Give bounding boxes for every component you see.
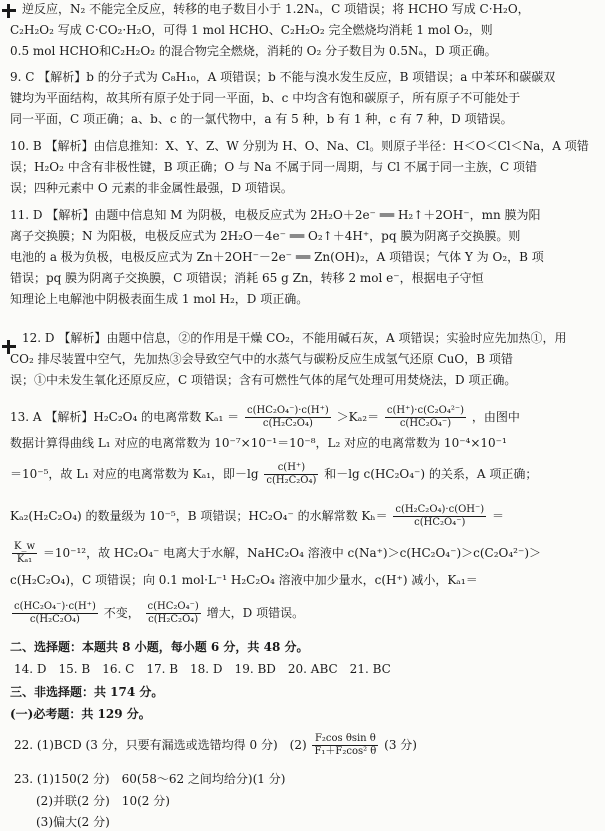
q23-sub-line: (3)偏大(2 分) xyxy=(36,815,110,829)
text-line xyxy=(10,459,598,489)
text-line: 知理论上电解池中阴极表面生成 1 mol H₂，D 项正确。 xyxy=(10,292,309,306)
text-line: 误；H₂O₂ 中含有非极性键，B 项正确；O 与 Na 不属于同一周期，与 Cl 不属于同一主族，C 项错 xyxy=(10,160,537,174)
fraction-denominator: Kₐ₁ xyxy=(16,554,33,565)
section-heading: 三、非选择题：共 174 分。 xyxy=(10,685,164,699)
fraction-denominator: c(H₂C₂O₄) xyxy=(148,614,199,625)
text-line xyxy=(10,501,598,531)
text-segment: Kₐ₂(H₂C₂O₄) 的数量级为 10⁻⁵，B 项错误；HC₂O₄⁻ 的水解常数 Kₕ＝ xyxy=(10,509,388,523)
fraction xyxy=(12,601,98,626)
fraction xyxy=(264,462,318,487)
text-line: 误；①中未发生氧化还原反应，C 项错误；含有可燃性气体的尾气处理可用焚烧法，D 项正确。 xyxy=(10,373,517,387)
fraction xyxy=(146,601,201,626)
text-line: c(H₂C₂O₄)，C 项错误；向 0.1 mol·L⁻¹ H₂C₂O₄ 溶液中加少量水，c(H⁺) 减小，Kₐ₁＝ xyxy=(10,573,478,587)
fraction-denominator: c(H₂C₂O₄) xyxy=(29,614,80,625)
q23-line: 23. (1)150(2 分) 60(58～62 之间均给分)(1 分) xyxy=(14,772,286,786)
fraction xyxy=(245,405,331,430)
fraction-numerator: K_w xyxy=(14,541,36,552)
text-line: CO₂ 排尽装置中空气，先加热③会导致空气中的水蒸气与碳粉反应生成氢气还原 CuO，B 项错 xyxy=(10,352,513,366)
fraction-numerator: c(H⁺) xyxy=(264,462,318,475)
fraction-numerator: c(H₂C₂O₄)·c(OH⁻) xyxy=(395,504,485,515)
text-segment: ＝ xyxy=(492,509,505,523)
q9-line: 9. C 【解析】b 的分子式为 C₈H₁₀，A 项错误；b 不能与溴水发生反应，B 项错误；a 中苯环和碳碳双 xyxy=(10,70,556,84)
text-segment: 不变， xyxy=(103,606,140,620)
fraction xyxy=(385,405,466,430)
fraction xyxy=(312,733,378,758)
text-segment: 增大，D 项错误。 xyxy=(206,606,305,620)
text-line: C₂H₂O₂ 写成 C·CO₂·H₂O，可得 1 mol HCHO、C₂H₂O₂ 完全燃烧均消耗 1 mol O₂，则 xyxy=(10,23,493,37)
section-heading: 二、选择题：本题共 8 小题，每小题 6 分，共 48 分。 xyxy=(10,640,309,654)
fraction-denominator: c(HC₂O₄⁻) xyxy=(414,517,466,528)
text-line: 离子交换膜；N 为阳极，电极反应式为 2H₂O－4e⁻ ══ O₂↑＋4H⁺，pq 膜为阴离子交换膜。则 xyxy=(10,229,521,243)
fraction-denominator: c(H₂C₂O₄) xyxy=(266,475,317,486)
text-line: 错误；pq 膜为阴离子交换膜，C 项错误；消耗 65 g Zn，转移 2 mol e⁻，根据电子守恒 xyxy=(10,271,484,285)
text-line: 键均为平面结构，故其所有原子处于同一平面，b、c 中均含有饱和碳原子，所有原子不可能处于 xyxy=(10,91,521,105)
q22-line xyxy=(14,730,602,760)
q11-line: 11. D 【解析】由题中信息知 M 为阴极，电极反应式为 2H₂O＋2e⁻ ══ H₂↑＋2OH⁻，mn 膜为阳 xyxy=(10,208,541,222)
fraction-denominator: c(HC₂O₄⁻) xyxy=(399,418,452,429)
text-line xyxy=(10,598,598,628)
text-line: 逆反应，N₂ 不能完全反应，转移的电子数目小于 1.2Nₐ，C 项错误；将 HCHO 写成 C·H₂O， xyxy=(22,2,530,16)
q23-sub-line: (2)并联(2 分) 10(2 分) xyxy=(36,794,170,808)
text-segment: ＞Kₐ₂＝ xyxy=(336,410,380,424)
fraction-numerator: F₂cos θsin θ xyxy=(312,733,378,746)
fraction xyxy=(393,504,486,529)
fraction-numerator: c(HC₂O₄⁻) xyxy=(147,601,199,612)
fraction-denominator: F₁＋F₂cos² θ xyxy=(314,746,377,757)
fraction-numerator: c(H⁺)·c(C₂O₄²⁻) xyxy=(386,405,465,416)
text-segment: 22. (1)BCD (3 分，只要有漏选或选错均得 0 分) (2) xyxy=(14,738,307,752)
text-line: 电池的 a 极为负极，电极反应式为 Zn＋2OH⁻－2e⁻ ══ Zn(OH)₂，A 项错误；气体 Y 为 O₂，B 项 xyxy=(10,250,544,264)
text-segment: (3 分) xyxy=(384,738,417,752)
fraction-numerator: c(HC₂O₄⁻)·c(H⁺) xyxy=(246,405,329,416)
text-line: 数据计算得曲线 L₁ 对应的电离常数为 10⁻⁷×10⁻¹＝10⁻⁸，L₂ 对应的电离常数为 10⁻⁴×10⁻¹ xyxy=(10,436,507,450)
fraction-denominator: c(H₂C₂O₄) xyxy=(262,418,313,429)
q12-line: 12. D 【解析】由题中信息，②的作用是干燥 CO₂，不能用碱石灰，A 项错误；实验时应先加热①，用 xyxy=(22,331,567,345)
text-line: 0.5 mol HCHO和C₂H₂O₂ 的混合物完全燃烧，消耗的 O₂ 分子数目为 0.5Nₐ，D 项正确。 xyxy=(10,44,497,58)
fraction xyxy=(12,541,37,566)
fraction-numerator: c(HC₂O₄⁻)·c(H⁺) xyxy=(14,601,96,612)
text-segment: 13. A 【解析】H₂C₂O₄ 的电离常数 Kₐ₁ ＝ xyxy=(10,410,240,424)
q13-line xyxy=(10,402,598,432)
choice-answers: 14. D 15. B 16. C 17. B 18. D 19. BD 20. ABC 21. BC xyxy=(14,662,391,676)
text-segment: ＝10⁻⁵，故 L₁ 对应的电离常数为 Kₐ₁，即－lg xyxy=(10,467,259,481)
text-line: 误；四种元素中 O 元素的非金属性最强，D 项错误。 xyxy=(10,181,293,195)
text-line: 同一平面，C 项正确；a、b、c 的一氯代物中，a 有 5 种，b 有 1 种，c 有 7 种，D 项错误。 xyxy=(10,112,513,126)
subsection-heading: (一)必考题：共 129 分。 xyxy=(10,707,151,721)
text-segment: ＝10⁻¹²，故 HC₂O₄⁻ 电离大于水解，NaHC₂O₄ 溶液中 c(Na⁺)＞c(HC₂O₄⁻)＞c(C₂O₄²⁻)＞ xyxy=(42,546,542,560)
text-line xyxy=(10,538,598,568)
crosshair-mark-icon xyxy=(2,4,16,18)
text-segment: 和－lg c(HC₂O₄⁻) 的关系，A 项正确； xyxy=(324,467,538,481)
q10-line: 10. B 【解析】由信息推知：X、Y、Z、W 分别为 H、O、Na、Cl。则原子半径：H＜O＜Cl＜Na，A 项错 xyxy=(10,139,589,153)
text-segment: ，由图中 xyxy=(471,410,520,424)
